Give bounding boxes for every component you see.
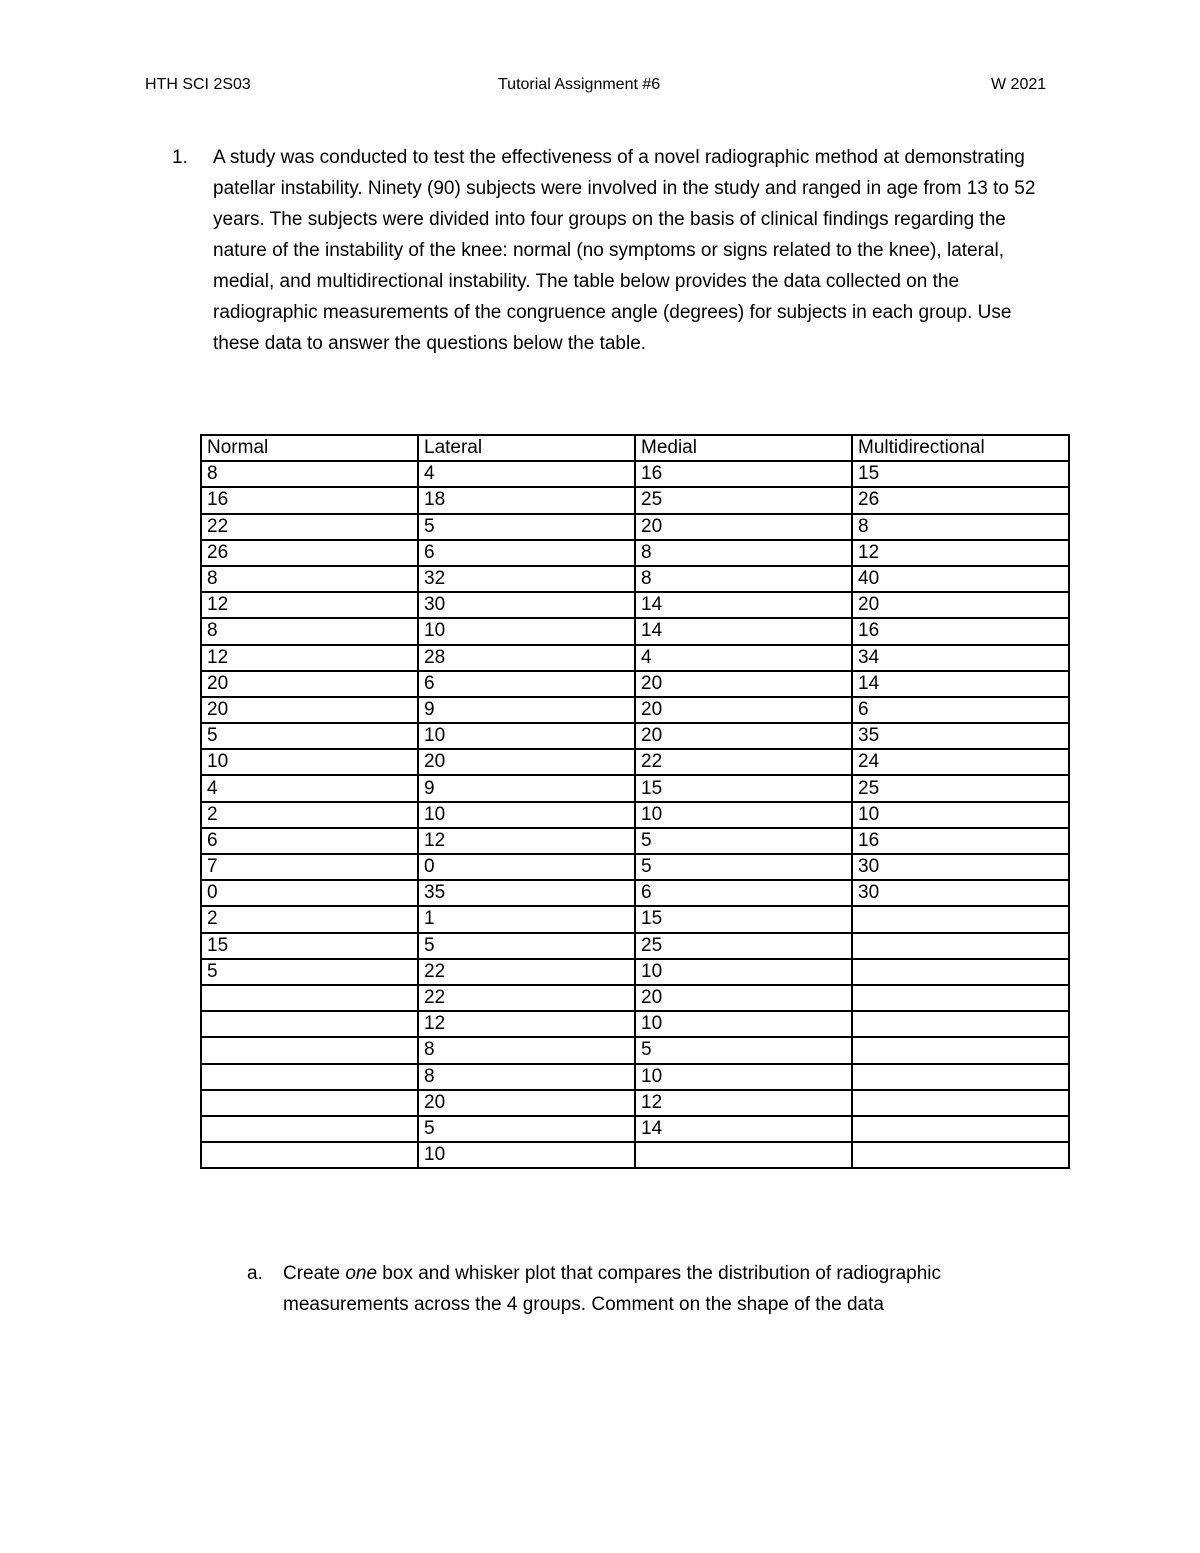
table-cell bbox=[201, 985, 418, 1011]
table-cell: 10 bbox=[418, 802, 635, 828]
column-header: Multidirectional bbox=[852, 435, 1069, 461]
table-cell: 12 bbox=[852, 540, 1069, 566]
table-cell: 5 bbox=[418, 933, 635, 959]
table-row bbox=[201, 1064, 1069, 1090]
table-cell: 4 bbox=[201, 775, 418, 801]
table-cell bbox=[852, 959, 1069, 985]
table-cell bbox=[852, 1037, 1069, 1063]
table-cell: 30 bbox=[852, 854, 1069, 880]
table-cell: 6 bbox=[418, 540, 635, 566]
table-cell: 28 bbox=[418, 645, 635, 671]
table-cell: 10 bbox=[852, 802, 1069, 828]
table-cell bbox=[852, 933, 1069, 959]
table-cell: 0 bbox=[201, 880, 418, 906]
table-row bbox=[201, 1037, 1069, 1063]
table-cell: 8 bbox=[201, 566, 418, 592]
table-row bbox=[201, 540, 1069, 566]
table-cell: 35 bbox=[852, 723, 1069, 749]
table-cell: 15 bbox=[635, 906, 852, 932]
table-cell: 9 bbox=[418, 697, 635, 723]
table-cell bbox=[852, 1011, 1069, 1037]
table-cell: 20 bbox=[635, 514, 852, 540]
table-cell: 22 bbox=[635, 749, 852, 775]
table-row bbox=[201, 566, 1069, 592]
subquestion-a bbox=[247, 1258, 1027, 1320]
table-cell: 12 bbox=[418, 1011, 635, 1037]
table-cell: 20 bbox=[418, 749, 635, 775]
table-cell: 8 bbox=[852, 514, 1069, 540]
table-cell: 40 bbox=[852, 566, 1069, 592]
table-row bbox=[201, 645, 1069, 671]
table-cell: 32 bbox=[418, 566, 635, 592]
table-cell: 2 bbox=[201, 802, 418, 828]
table-row bbox=[201, 697, 1069, 723]
table-row bbox=[201, 1142, 1069, 1168]
header-term: W 2021 bbox=[991, 76, 1047, 93]
table-cell: 5 bbox=[635, 854, 852, 880]
column-header: Medial bbox=[635, 435, 852, 461]
table-row bbox=[201, 933, 1069, 959]
table-header-row bbox=[201, 435, 1069, 461]
table-row bbox=[201, 775, 1069, 801]
table-cell: 10 bbox=[635, 802, 852, 828]
table-cell: 14 bbox=[635, 1116, 852, 1142]
table-row bbox=[201, 618, 1069, 644]
table-cell: 16 bbox=[852, 828, 1069, 854]
table-row bbox=[201, 723, 1069, 749]
table-cell: 15 bbox=[852, 461, 1069, 487]
table-cell: 5 bbox=[201, 959, 418, 985]
table-cell bbox=[201, 1142, 418, 1168]
table-cell: 8 bbox=[635, 566, 852, 592]
table-cell: 25 bbox=[635, 487, 852, 513]
table-row bbox=[201, 514, 1069, 540]
header-course: HTH SCI 2S03 bbox=[145, 76, 251, 93]
table-cell: 16 bbox=[852, 618, 1069, 644]
table-cell: 4 bbox=[635, 645, 852, 671]
table-cell: 5 bbox=[201, 723, 418, 749]
column-header: Normal bbox=[201, 435, 418, 461]
table-cell: 10 bbox=[635, 1064, 852, 1090]
table-cell: 14 bbox=[635, 618, 852, 644]
table-cell: 10 bbox=[635, 1011, 852, 1037]
subquestion-label: a. bbox=[247, 1263, 263, 1284]
table-cell: 16 bbox=[201, 487, 418, 513]
data-table bbox=[200, 434, 1070, 1169]
table-cell: 30 bbox=[418, 592, 635, 618]
table-cell: 30 bbox=[852, 880, 1069, 906]
column-header: Lateral bbox=[418, 435, 635, 461]
table-cell: 5 bbox=[635, 1037, 852, 1063]
table-row bbox=[201, 592, 1069, 618]
table-row bbox=[201, 854, 1069, 880]
table-cell: 12 bbox=[635, 1090, 852, 1116]
table-cell: 6 bbox=[852, 697, 1069, 723]
table-cell bbox=[635, 1142, 852, 1168]
table-cell bbox=[852, 1090, 1069, 1116]
table-cell: 12 bbox=[201, 645, 418, 671]
table-cell: 22 bbox=[201, 514, 418, 540]
table-row bbox=[201, 1116, 1069, 1142]
table-row bbox=[201, 1090, 1069, 1116]
table-cell: 20 bbox=[418, 1090, 635, 1116]
table-cell bbox=[852, 1116, 1069, 1142]
table-cell: 4 bbox=[418, 461, 635, 487]
table-cell: 6 bbox=[418, 671, 635, 697]
table-cell: 26 bbox=[201, 540, 418, 566]
table-cell bbox=[201, 1090, 418, 1116]
table-cell: 5 bbox=[418, 1116, 635, 1142]
table-cell: 6 bbox=[201, 828, 418, 854]
table-row bbox=[201, 828, 1069, 854]
table-row bbox=[201, 880, 1069, 906]
table-cell: 25 bbox=[852, 775, 1069, 801]
table-cell: 5 bbox=[635, 828, 852, 854]
table-cell: 8 bbox=[635, 540, 852, 566]
table-row bbox=[201, 959, 1069, 985]
table-cell bbox=[852, 1064, 1069, 1090]
table-cell: 35 bbox=[418, 880, 635, 906]
table-cell: 9 bbox=[418, 775, 635, 801]
table-cell bbox=[852, 985, 1069, 1011]
table-cell: 20 bbox=[852, 592, 1069, 618]
table-cell: 20 bbox=[635, 671, 852, 697]
table-cell: 20 bbox=[201, 671, 418, 697]
table-cell: 12 bbox=[418, 828, 635, 854]
table-cell: 15 bbox=[635, 775, 852, 801]
table-cell bbox=[852, 906, 1069, 932]
question-number: 1. bbox=[172, 147, 188, 168]
table-cell: 0 bbox=[418, 854, 635, 880]
table-row bbox=[201, 802, 1069, 828]
table-cell: 22 bbox=[418, 959, 635, 985]
table-cell: 20 bbox=[635, 697, 852, 723]
table-row bbox=[201, 461, 1069, 487]
table-cell: 8 bbox=[418, 1064, 635, 1090]
table-cell: 26 bbox=[852, 487, 1069, 513]
subquestion-emphasis: one bbox=[345, 1263, 378, 1284]
table-cell: 1 bbox=[418, 906, 635, 932]
header-title: Tutorial Assignment #6 bbox=[498, 76, 661, 93]
table-cell: 34 bbox=[852, 645, 1069, 671]
table-row bbox=[201, 1011, 1069, 1037]
table-cell: 15 bbox=[201, 933, 418, 959]
table-row bbox=[201, 985, 1069, 1011]
table-cell: 14 bbox=[852, 671, 1069, 697]
table-cell: 18 bbox=[418, 487, 635, 513]
table-cell: 20 bbox=[635, 723, 852, 749]
table-cell: 24 bbox=[852, 749, 1069, 775]
table-row bbox=[201, 906, 1069, 932]
table-cell bbox=[201, 1116, 418, 1142]
table-cell: 10 bbox=[418, 618, 635, 644]
question-text: A study was conducted to test the effectiveness of a novel radiographic method at demonstrating patellar instability. Ninety (90) subjects were involved in the study and ranged in age from 13 to 52 years. The subjects were divided into four groups on the basis of clinical findings regarding the nature of the instability of the knee: normal (no symptoms or signs related to the knee), lateral, medial, and multidirectional instability. The table below provides the data collected on the radiographic measurements of the congruence angle (degrees) for subjects in each group. Use these data to answer the questions below the table. bbox=[213, 147, 1036, 354]
table-cell: 10 bbox=[201, 749, 418, 775]
table-cell: 20 bbox=[201, 697, 418, 723]
table-cell: 2 bbox=[201, 906, 418, 932]
table-row bbox=[201, 487, 1069, 513]
table-row bbox=[201, 749, 1069, 775]
subquestion-text bbox=[283, 1258, 1027, 1320]
table-cell: 7 bbox=[201, 854, 418, 880]
table-cell: 22 bbox=[418, 985, 635, 1011]
subquestion-text-start: Create bbox=[283, 1263, 346, 1284]
table-cell: 8 bbox=[201, 618, 418, 644]
table-cell: 6 bbox=[635, 880, 852, 906]
table-cell: 5 bbox=[418, 514, 635, 540]
table-cell: 12 bbox=[201, 592, 418, 618]
question-1 bbox=[172, 142, 1052, 359]
table-cell: 8 bbox=[418, 1037, 635, 1063]
table-cell bbox=[201, 1037, 418, 1063]
table-cell: 25 bbox=[635, 933, 852, 959]
table-cell: 20 bbox=[635, 985, 852, 1011]
table-cell: 10 bbox=[635, 959, 852, 985]
table-cell: 16 bbox=[635, 461, 852, 487]
table-cell: 10 bbox=[418, 1142, 635, 1168]
table-cell: 10 bbox=[418, 723, 635, 749]
subquestion-text-end: box and whisker plot that compares the distribution of radiographic measurements across the 4 groups. Comment on the shape of the data bbox=[283, 1263, 941, 1315]
table-cell bbox=[201, 1064, 418, 1090]
table-row bbox=[201, 671, 1069, 697]
table-cell bbox=[201, 1011, 418, 1037]
table-cell bbox=[852, 1142, 1069, 1168]
table-cell: 14 bbox=[635, 592, 852, 618]
table-cell: 8 bbox=[201, 461, 418, 487]
